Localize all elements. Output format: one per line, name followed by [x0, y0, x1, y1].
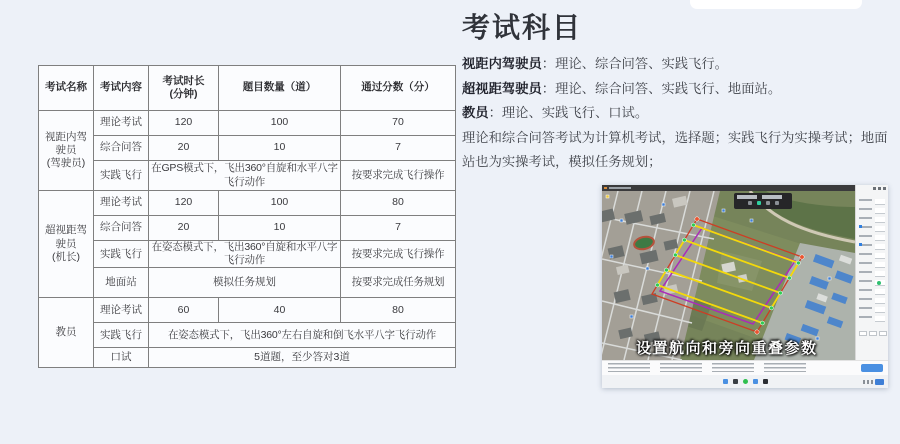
checkbox-icon: [859, 225, 862, 228]
close-icon: [883, 187, 886, 190]
taskbar-icon: [763, 379, 768, 384]
toolbar-tab: [737, 195, 757, 199]
note-label: 教员: [462, 105, 489, 120]
status-column: [608, 363, 650, 372]
toolbar-icon-active: [757, 201, 761, 205]
groundstation-screenshot: [602, 185, 888, 388]
satellite-map: [602, 191, 855, 360]
group-label-text: 教员: [55, 326, 77, 339]
notes-block: [462, 52, 894, 175]
note-line-instructor: [462, 101, 894, 126]
cell-merged-description: 在姿态模式下，飞出360°自旋和水平八字飞行动作: [149, 241, 341, 268]
group-label-bvlos: [39, 191, 94, 298]
taskbar-icon: [753, 379, 758, 384]
table-row: [39, 268, 456, 298]
maximize-icon: [878, 187, 881, 190]
cell-content: 口试: [94, 348, 149, 368]
tray-icon: [867, 380, 869, 384]
checkbox-icon: [859, 243, 862, 246]
cell-content: 实践飞行: [94, 323, 149, 348]
page-title: 考试科目: [462, 12, 583, 43]
header-exam-content: 考试内容: [94, 66, 149, 111]
panel-button: [859, 331, 867, 336]
toolbar-icons: [737, 201, 789, 205]
cell-merged-description: 在姿态模式下，飞出360°左右自旋和倒飞水平八字飞行动作: [149, 323, 456, 348]
map-caption: 设置航向和旁向重叠参数: [636, 340, 818, 357]
exam-table: [38, 65, 456, 368]
group-label-text: 超视距驾驶员: [45, 224, 87, 250]
note-label: 视距内驾驶员: [462, 56, 542, 71]
header-duration-line1: 考试时长: [162, 74, 205, 87]
toolbar-icon: [748, 201, 752, 205]
toolbar-icon: [766, 201, 770, 205]
cell-pass: 按要求完成飞行操作: [341, 161, 456, 191]
cell-questions: 40: [219, 298, 341, 323]
status-column: [712, 363, 754, 372]
tray-icon: [863, 380, 865, 384]
group-sublabel-text: (驾驶员): [46, 157, 86, 170]
cell-questions: 100: [219, 191, 341, 216]
status-column: [764, 363, 806, 372]
header-exam-duration: [149, 66, 219, 111]
app-title-placeholder: [609, 187, 631, 189]
note-line-vlos: [462, 52, 894, 77]
cell-content: 理论考试: [94, 111, 149, 136]
taskbar-icon: [733, 379, 738, 384]
map-mode-toolbar: [734, 193, 792, 209]
toolbar-tabs: [737, 195, 789, 199]
header-question-count: 题目数量（道）: [219, 66, 341, 111]
cell-pass: 7: [341, 136, 456, 161]
cell-questions: 10: [219, 136, 341, 161]
tray-icon: [871, 380, 873, 384]
note-paragraph: 理论和综合问答考试为计算机考试，选择题；实践飞行为实操考试；地面站也为实操考试，模拟任务规划；: [462, 129, 888, 169]
cell-merged-description: 在GPS模式下，飞出360°自旋和水平八字飞行动作: [149, 161, 341, 191]
shot-main-area: [602, 185, 888, 360]
panel-button: [879, 331, 887, 336]
header-exam-name: 考试名称: [39, 66, 94, 111]
system-tray: [863, 379, 884, 385]
cell-questions: 100: [219, 111, 341, 136]
app-icon: [604, 187, 607, 189]
group-label-text: 视距内驾驶员: [45, 130, 87, 156]
note-text: ：理论、实践飞行、口试。: [488, 105, 649, 120]
map-art: [602, 191, 855, 360]
minimize-icon: [873, 187, 876, 190]
cell-pass: 按要求完成任务规划: [341, 268, 456, 298]
cell-pass: 80: [341, 191, 456, 216]
cell-duration: 20: [149, 216, 219, 241]
top-white-strip: [690, 0, 862, 9]
cell-pass: 80: [341, 298, 456, 323]
cell-duration: 120: [149, 191, 219, 216]
status-text-columns: [608, 363, 806, 372]
cell-merged-description: 5道题，至少答对3道: [149, 348, 456, 368]
table-row: [39, 323, 456, 348]
panel-button: [869, 331, 877, 336]
table-row: [39, 241, 456, 268]
header-pass-score: 通过分数（分）: [341, 66, 456, 111]
table-row: [39, 216, 456, 241]
status-bar: [602, 360, 888, 375]
window-controls: [873, 187, 886, 190]
cell-content: 理论考试: [94, 191, 149, 216]
table-row: [39, 111, 456, 136]
note-label: 超视距驾驶员: [462, 80, 542, 96]
cell-duration: 20: [149, 136, 219, 161]
taskbar-icon: [723, 379, 728, 384]
status-column: [660, 363, 702, 372]
cell-content: 综合问答: [94, 216, 149, 241]
note-text: ：理论、综合问答、实践飞行。: [541, 56, 728, 71]
group-label-instructor: [39, 298, 94, 368]
table-row: [39, 298, 456, 323]
cell-content: 理论考试: [94, 298, 149, 323]
cell-pass: 70: [341, 111, 456, 136]
table-row: [39, 191, 456, 216]
table-header-row: [39, 66, 456, 111]
cell-duration: 60: [149, 298, 219, 323]
header-duration-line2: (分钟): [169, 88, 198, 100]
panel-buttons: [859, 331, 887, 336]
shot-map-column: [602, 185, 855, 360]
tray-badge: [875, 379, 884, 385]
table-row: [39, 136, 456, 161]
note-line-bvlos: [462, 77, 894, 102]
cell-merged-description: 模拟任务规划: [149, 268, 341, 298]
cell-duration: 120: [149, 111, 219, 136]
cell-pass: 7: [341, 216, 456, 241]
cell-content: 实践飞行: [94, 161, 149, 191]
note-text: ：理论、综合问答、实践飞行、地面站。: [541, 80, 782, 96]
cell-pass: 按要求完成飞行操作: [341, 241, 456, 268]
settings-panel: [855, 185, 888, 360]
toolbar-tab: [762, 195, 782, 199]
slider-handle-icon: [877, 281, 881, 285]
cell-content: 综合问答: [94, 136, 149, 161]
toolbar-icon: [775, 201, 779, 205]
table-row: [39, 161, 456, 191]
table-row: [39, 348, 456, 368]
confirm-button: [861, 364, 883, 372]
group-sublabel-text: (机长): [52, 250, 80, 263]
windows-taskbar: [602, 375, 888, 389]
cell-content: 实践飞行: [94, 241, 149, 268]
cell-content: 地面站: [94, 268, 149, 298]
group-label-vlos: [39, 111, 94, 191]
cell-questions: 10: [219, 216, 341, 241]
taskbar-icon: [743, 379, 748, 384]
